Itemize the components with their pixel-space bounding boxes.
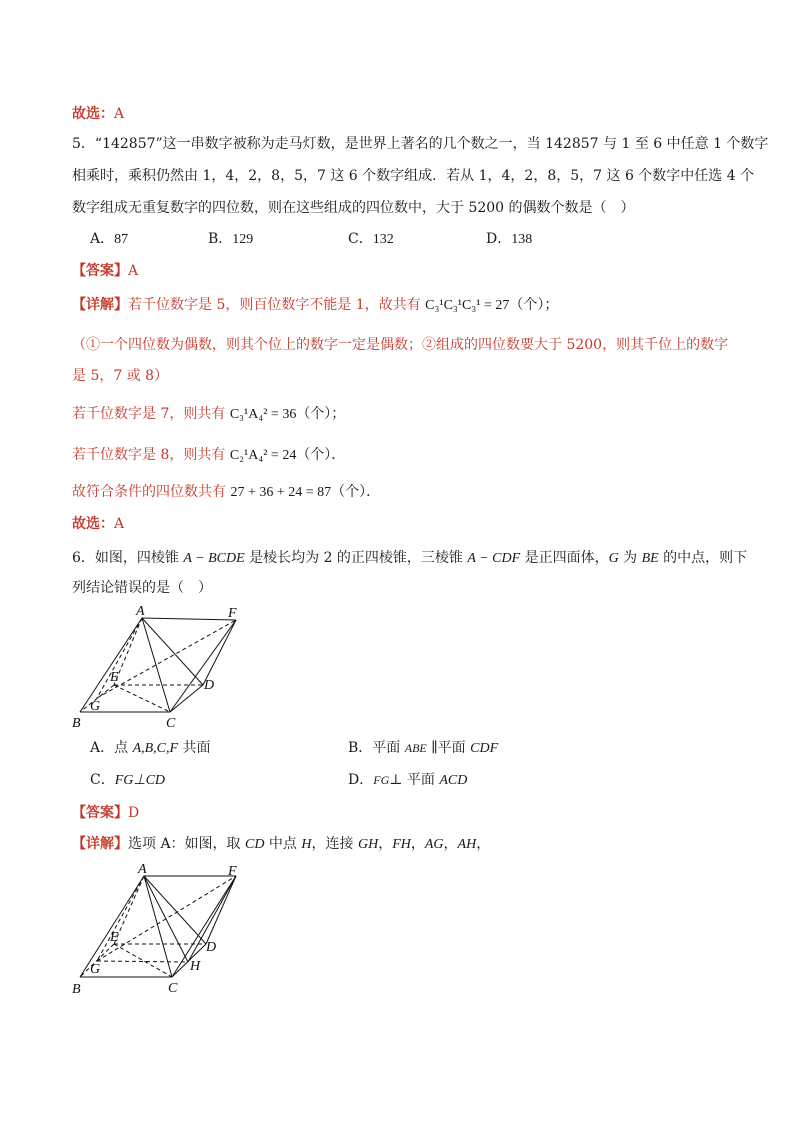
fig2-label-d: D [206, 940, 217, 955]
q6-answer: 【答案】D [72, 805, 140, 821]
q6-option-b: B．平面 ABE ∥平面 CDF [348, 740, 499, 756]
fig1-label-d: D [204, 678, 215, 693]
fig2-label-h: H [190, 959, 201, 974]
prev-select-line [72, 104, 124, 124]
q6-line1: 6．如图，四棱锥 A − BCDE 是棱长均为 2 的正四棱锥，三棱锥 A − CDF 是正四面体，G 为 BE 的中点，则下 [72, 550, 748, 566]
fig1-label-a: A [136, 604, 145, 619]
fig2-label-e: E [110, 930, 119, 945]
q5-option-a: A．87 [90, 231, 129, 247]
q5-option-d: D．138 [486, 231, 533, 247]
fig1-label-f: F [228, 606, 237, 621]
q5-detail1: 【详解】若千位数字是 5，则百位数字不能是 1，故共有 C₃¹C₃¹C₃¹ = 27（个）； [72, 297, 559, 313]
select-label: 故选： [72, 106, 114, 122]
q6-option-a: A．点 A,B,C,F 共面 [90, 740, 211, 756]
pyramid-figure-1 [70, 600, 250, 732]
fig2-label-a: A [138, 862, 147, 877]
select-value: A [114, 106, 125, 122]
q5-note1: （①一个四位数为偶数，则其个位上的数字一定是偶数；②组成的四位数要大于 5200，则其千位上的数字 [72, 337, 729, 353]
fig1-label-g: G [90, 699, 101, 714]
q5-note2: 是 5，7 或 8） [72, 368, 169, 384]
q5-line1: 5．“142857”这一串数字被称为走马灯数，是世界上著名的几个数之一，当 142857 与 1 至 6 中任意 1 个数字 [72, 136, 769, 152]
q5-answer: 【答案】A [72, 263, 139, 279]
fig1-label-c: C [166, 716, 176, 731]
fig2-label-f: F [228, 864, 237, 879]
q5-detail4: 故符合条件的四位数共有 27 + 36 + 24 = 87（个）． [72, 484, 381, 500]
q5-line2: 相乘时，乘积仍然由 1，4，2，8，5，7 这 6 个数字组成．若从 1，4，2，8，5，7 这 6 个数字中任选 4 个 [72, 168, 755, 184]
pyramid-figure-2 [70, 862, 250, 997]
fig2-label-b: B [72, 982, 81, 997]
q5-option-b: B．129 [208, 231, 254, 247]
fig2-label-g: G [90, 962, 101, 977]
q5-line3: 数字组成无重复数字的四位数，则在这些组成的四位数中，大于 5200 的偶数个数是（ ） [72, 200, 635, 216]
q5-select: 故选：A [72, 516, 125, 532]
q6-line2: 列结论错误的是（ ） [72, 580, 212, 596]
fig2-label-c: C [168, 981, 178, 996]
fig1-label-e: E [110, 670, 119, 685]
q6-detail1: 【详解】选项 A：如图，取 CD 中点 H，连接 GH，FH，AG，AH， [72, 836, 491, 852]
q6-option-d: D．FG⊥ 平面 ACD [348, 772, 468, 788]
fig1-label-b: B [72, 716, 81, 731]
q5-option-c: C．132 [348, 231, 394, 247]
q5-detail2: 若千位数字是 7，则共有 C₃¹A₄² = 36（个）； [72, 406, 346, 422]
q5-detail3: 若千位数字是 8，则共有 C₂¹A₄² = 24（个）． [72, 447, 346, 463]
q6-option-c: C．FG⊥CD [90, 772, 166, 788]
